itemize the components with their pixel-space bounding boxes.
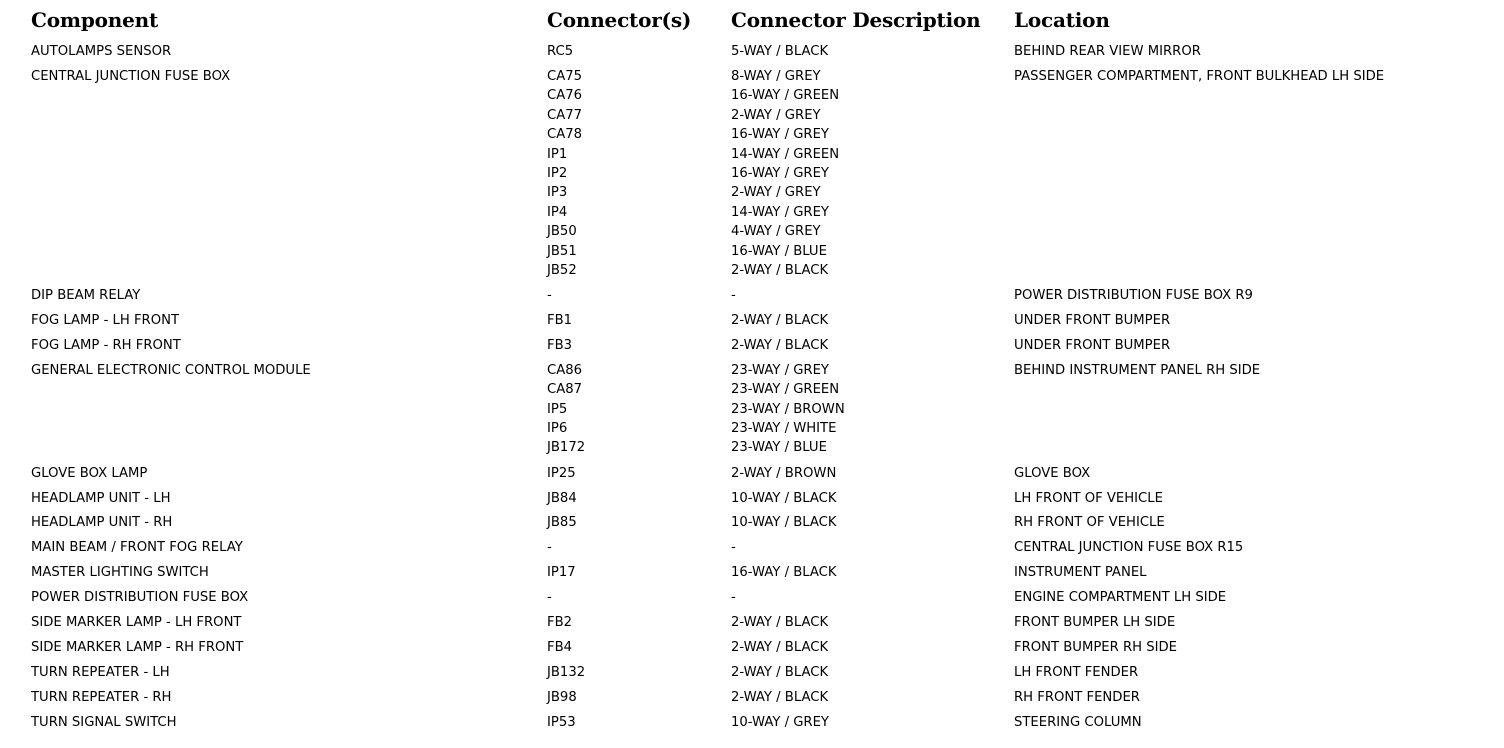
header-connector-description: Connector Description [731,8,981,32]
connectors-cell [547,538,552,557]
connectors-cell [547,336,572,355]
component-cell: HEADLAMP UNIT - RH [31,515,173,531]
location-cell: INSTRUMENT PANEL [1014,565,1147,581]
location-cell: FRONT BUMPER RH SIDE [1014,640,1177,656]
description-cell [731,563,837,582]
connector-description: 16-WAY / BLACK [731,565,837,581]
location-cell: LH FRONT OF VEHICLE [1014,490,1163,506]
table-row [0,286,1504,305]
table-row [0,311,1504,330]
table-row [0,588,1504,607]
connector-description: 14-WAY / GREY [731,204,829,220]
component-cell: DIP BEAM RELAY [31,287,141,303]
description-cell [731,613,828,632]
connector-id: FB2 [547,615,573,631]
connector-id: IP5 [547,401,568,417]
component-cell: FOG LAMP - RH FRONT [31,337,181,353]
connectors-cell [547,464,576,483]
component-cell: CENTRAL JUNCTION FUSE BOX [31,68,231,84]
connector-id: JB85 [547,515,577,531]
connector-description: 2-WAY / BLACK [731,665,829,681]
table-row [0,361,1504,458]
connector-id: IP6 [547,421,568,437]
description-cell [731,513,837,532]
connectors-cell [547,638,572,657]
description-cell [731,688,828,707]
connector-id: CA77 [547,107,583,123]
header-component: Component [31,8,158,32]
connector-description: 23-WAY / GREY [731,362,829,378]
connectors-cell [547,361,585,458]
connector-description: 16-WAY / GREY [731,165,829,181]
table-row [0,489,1504,508]
location-cell: STEERING COLUMN [1014,715,1142,731]
connector-description: 2-WAY / GREY [731,185,821,201]
connector-id: IP25 [547,465,576,481]
component-cell: TURN REPEATER - RH [31,690,172,706]
connectors-cell [547,713,576,732]
location-cell: ENGINE COMPARTMENT LH SIDE [1014,590,1227,606]
location-cell: RH FRONT OF VEHICLE [1014,515,1165,531]
connector-id: FB3 [547,337,573,353]
table-row [0,336,1504,355]
location-cell: POWER DISTRIBUTION FUSE BOX R9 [1014,287,1253,303]
connector-description: 2-WAY / BLACK [731,615,829,631]
connector-description: 16-WAY / GREY [731,127,829,143]
connector-id: RC5 [547,44,574,59]
table-row [0,538,1504,557]
connector-description: 8-WAY / GREY [731,68,821,84]
connector-id: JB84 [547,490,577,506]
connector-description: - [731,540,736,556]
connectors-cell [547,513,577,532]
connector-id: JB98 [547,690,577,706]
description-cell [731,538,736,557]
connectors-cell [547,613,572,632]
connector-id: IP3 [547,185,568,201]
location-cell: BEHIND REAR VIEW MIRROR [1014,44,1201,59]
connector-id: IP1 [547,146,568,162]
table-row [0,688,1504,707]
connector-id: JB52 [547,262,577,278]
connector-description: 10-WAY / BLACK [731,490,837,506]
connectors-cell [547,286,552,305]
connector-description: 23-WAY / WHITE [731,421,837,437]
location-cell: LH FRONT FENDER [1014,665,1139,681]
connector-description: 4-WAY / GREY [731,224,821,240]
connector-id: - [547,540,552,556]
connectors-cell [547,688,577,707]
component-cell: MAIN BEAM / FRONT FOG RELAY [31,540,243,556]
description-cell [731,67,839,280]
description-cell [731,588,736,607]
connector-description: 2-WAY / BROWN [731,465,837,481]
connector-id: - [547,287,552,303]
location-cell: GLOVE BOX [1014,465,1091,481]
connector-description: 2-WAY / BLACK [731,262,829,278]
connector-id: IP2 [547,165,568,181]
connectors-cell [547,663,585,682]
component-cell: GENERAL ELECTRONIC CONTROL MODULE [31,362,311,378]
description-cell [731,638,828,657]
component-cell: SIDE MARKER LAMP - LH FRONT [31,615,242,631]
description-cell [731,286,736,305]
connector-id: CA76 [547,88,583,104]
table-row [0,663,1504,682]
component-cell: GLOVE BOX LAMP [31,465,148,481]
connector-description: 2-WAY / BLACK [731,640,829,656]
connector-description: 5-WAY / BLACK [731,44,829,59]
header-location: Location [1014,8,1110,32]
connector-id: IP4 [547,204,568,220]
connector-description: - [731,287,736,303]
connector-description: 14-WAY / GREEN [731,146,840,162]
connector-description: 10-WAY / BLACK [731,515,837,531]
table-row [0,563,1504,582]
table-row [0,67,1504,280]
table-row [0,613,1504,632]
location-cell: UNDER FRONT BUMPER [1014,312,1171,328]
connector-id: JB50 [547,224,577,240]
connector-description: 2-WAY / GREY [731,107,821,123]
connector-id: FB1 [547,312,573,328]
connector-description: 23-WAY / BLUE [731,440,827,456]
description-cell [731,361,845,458]
location-cell: FRONT BUMPER LH SIDE [1014,615,1176,631]
location-cell: UNDER FRONT BUMPER [1014,337,1171,353]
component-cell: TURN SIGNAL SWITCH [31,715,177,731]
description-cell [731,336,828,355]
header-connectors: Connector(s) [547,8,692,32]
connector-description: 16-WAY / BLUE [731,243,827,259]
description-cell [731,713,829,732]
connectors-cell [547,311,572,330]
connector-description: - [731,590,736,606]
connector-id: CA87 [547,382,583,398]
connector-id: JB51 [547,243,577,259]
connector-id: IP17 [547,565,576,581]
connector-id: CA86 [547,362,583,378]
component-cell: AUTOLAMPS SENSOR [31,44,172,59]
location-cell: PASSENGER COMPARTMENT, FRONT BULKHEAD LH SIDE [1014,68,1385,84]
table-row [0,513,1504,532]
connectors-cell [547,563,576,582]
connector-id: - [547,590,552,606]
location-cell: CENTRAL JUNCTION FUSE BOX R15 [1014,540,1244,556]
component-cell: POWER DISTRIBUTION FUSE BOX [31,590,249,606]
connectors-cell [547,42,573,61]
location-cell: BEHIND INSTRUMENT PANEL RH SIDE [1014,362,1261,378]
connector-id: JB172 [547,440,586,456]
connector-id: CA78 [547,127,583,143]
table-row [0,42,1504,61]
connector-id: FB4 [547,640,573,656]
table-body [0,42,1504,738]
connectors-cell [547,489,577,508]
connectors-cell [547,588,552,607]
connector-description: 2-WAY / BLACK [731,690,829,706]
description-cell [731,311,828,330]
component-cell: SIDE MARKER LAMP - RH FRONT [31,640,244,656]
description-cell [731,464,836,483]
table-row [0,638,1504,657]
connector-id: IP53 [547,715,576,731]
table-row [0,464,1504,483]
connector-description: 23-WAY / BROWN [731,401,845,417]
connectors-cell [547,67,582,280]
connector-description: 10-WAY / GREY [731,715,829,731]
table-row [0,713,1504,732]
connector-description: 2-WAY / BLACK [731,312,829,328]
description-cell [731,42,828,61]
description-cell [731,663,828,682]
connector-description: 2-WAY / BLACK [731,337,829,353]
connector-description: 16-WAY / GREEN [731,88,840,104]
connector-description: 23-WAY / GREEN [731,382,840,398]
component-cell: TURN REPEATER - LH [31,665,170,681]
description-cell [731,489,837,508]
component-cell: HEADLAMP UNIT - LH [31,490,171,506]
connector-id: CA75 [547,68,583,84]
connector-id: JB132 [547,665,586,681]
component-cell: FOG LAMP - LH FRONT [31,312,180,328]
component-cell: MASTER LIGHTING SWITCH [31,565,209,581]
location-cell: RH FRONT FENDER [1014,690,1140,706]
